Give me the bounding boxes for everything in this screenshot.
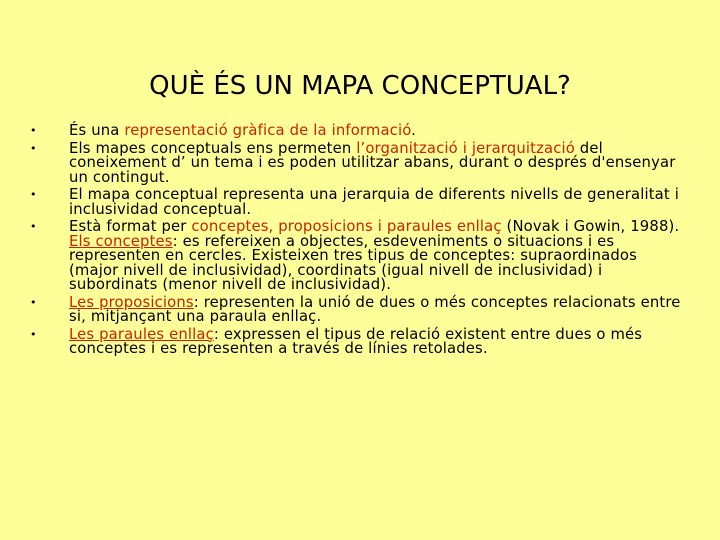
bullet-list — [30, 124, 690, 360]
bullet-text: És una — [69, 122, 125, 139]
bullet-item-components — [30, 220, 690, 293]
bullet-text: del coneixement d’ un tema i es poden utilitzar abans, durant o després d'ensenyar un contingut. — [69, 139, 676, 186]
bullet-icon: • — [30, 124, 37, 137]
bullet-icon: • — [30, 295, 37, 309]
link-words-link[interactable]: Les paraules enllaç — [69, 325, 214, 343]
bullet-item-link-words — [30, 325, 690, 357]
propositions-link[interactable]: Les proposicions — [69, 293, 194, 311]
highlight-text: representació gràfica de la informació — [124, 122, 412, 139]
bullet-text: (Novak i Gowin, 1988). — [501, 218, 680, 235]
bullet-item-organization — [30, 139, 690, 186]
concepts-link[interactable]: Els conceptes — [69, 232, 173, 250]
bullet-text: El mapa conceptual representa una jerarquia de diferents nivells de generalitat i inclusividad conceptual. — [69, 186, 679, 218]
bullet-text: : representen la unió de dues o més conceptes relacionats entre si, mitjançant una paraula enllaç. — [69, 293, 681, 325]
bullet-item-representation — [30, 124, 690, 139]
bullet-text: . — [411, 122, 417, 139]
bullet-text: Els mapes conceptuals ens permeten — [69, 139, 357, 157]
bullet-text: : es refereixen a objectes, esdeveniments o situacions i es representen en cercles. Existeixen tres tipus de conceptes: supraordinados (major nivell de inclusividad), coordinats (igual nivell de inclusividad) i subordinats (menor nivell de inclusividad). — [69, 232, 637, 293]
highlight-text: l’organització i jerarquització — [356, 139, 575, 157]
bullet-item-propositions — [30, 293, 690, 325]
bullet-icon: • — [30, 188, 37, 201]
slide-title: QUÈ ÉS UN MAPA CONCEPTUAL? — [149, 71, 571, 102]
bullet-icon: • — [30, 141, 37, 155]
highlight-text: conceptes, proposicions i paraules enllaç — [191, 218, 502, 235]
bullet-text: Està format per — [69, 218, 192, 235]
bullet-icon: • — [30, 327, 37, 341]
bullet-text: : expressen el tipus de relació existent entre dues o més conceptes i es representen a través de línies retolades. — [69, 325, 643, 357]
bullet-item-hierarchy — [30, 188, 690, 217]
bullet-icon: • — [30, 220, 37, 233]
